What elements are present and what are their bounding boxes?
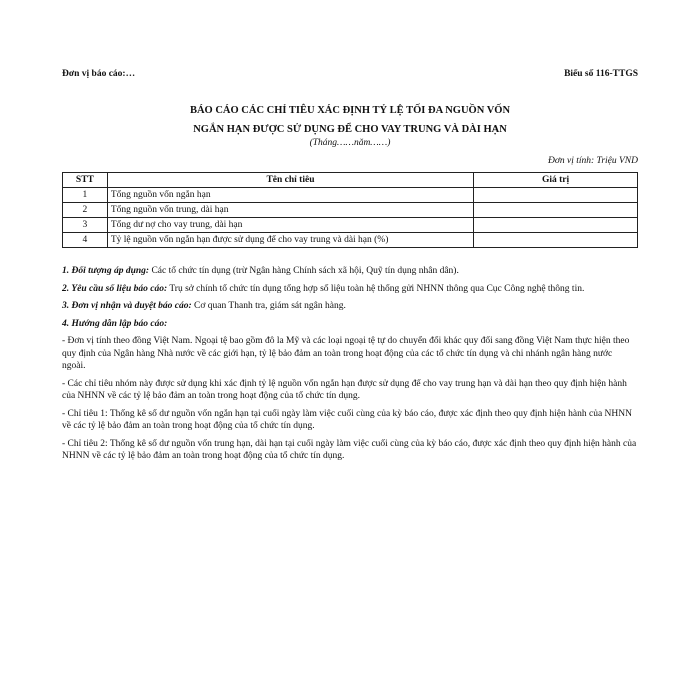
guidance-paragraph: - Chỉ tiêu 2: Thống kê số dư nguồn vốn trung hạn, dài hạn tại cuối ngày làm việc cuối cùng của kỳ báo cáo, được xác định theo quy định hiện hành của NHNN về các tỷ lệ bảo đảm an toàn trong hoạt động của tổ chức tín dụng.	[62, 438, 637, 461]
row-value	[474, 233, 638, 248]
row-stt: 3	[63, 218, 108, 233]
table-row	[63, 203, 638, 218]
header-value: Giá trị	[474, 173, 638, 188]
note-text: Các tổ chức tín dụng (trừ Ngân hàng Chính sách xã hội, Quỹ tín dụng nhân dân).	[149, 266, 459, 276]
report-period: (Tháng……năm……)	[309, 138, 391, 148]
reporting-unit-label: Đơn vị báo cáo:…	[62, 69, 136, 79]
guidance-paragraph: - Đơn vị tính theo đồng Việt Nam. Ngoại tệ bao gồm đô la Mỹ và các loại ngoại tệ tự do chuyển đổi khác quy đổi sang đồng Việt Nam thực hiện theo quy định của Ngân hàng Nhà nước về các giới hạn, tỷ lệ bảo đảm an toàn trong hoạt động của các tổ chức tín dụng và chi nhánh ngân hàng nước ngoài.	[62, 336, 630, 371]
note-guidance-heading	[62, 318, 638, 331]
header-name: Tên chỉ tiêu	[107, 173, 473, 188]
row-value	[474, 188, 638, 203]
title-line-2: NGẮN HẠN ĐƯỢC SỬ DỤNG ĐỂ CHO VAY TRUNG VÀ DÀI HẠN	[193, 124, 507, 135]
notes-section	[62, 265, 638, 468]
row-value	[474, 218, 638, 233]
guidance-paragraph: - Các chỉ tiêu nhóm này được sử dụng khi xác định tỷ lệ nguồn vốn ngắn hạn được sử dụng để cho vay trung hạn và dài hạn theo quy định hiện hành của NHNN về các tỷ lệ bảo đảm an toàn trong hoạt động của tổ chức tín dụng.	[62, 378, 627, 401]
row-name: Tổng nguồn vốn trung, dài hạn	[107, 203, 473, 218]
indicator-table	[62, 172, 638, 248]
note-applicability	[62, 265, 638, 278]
report-title	[62, 101, 638, 139]
unit-note: Đơn vị tính: Triệu VND	[547, 156, 638, 166]
note-text: Trụ sở chính tổ chức tín dụng tổng hợp số liệu toàn hệ thống gửi NHNN thông qua Cục Công nghệ thông tin.	[167, 283, 585, 294]
table-row	[63, 188, 638, 203]
row-name: Tỷ lệ nguồn vốn ngắn hạn được sử dụng để cho vay trung và dài hạn (%)	[107, 233, 473, 248]
table-row	[63, 218, 638, 233]
note-recipient	[62, 300, 638, 313]
row-name: Tổng nguồn vốn ngắn hạn	[107, 188, 473, 203]
table-header-row	[63, 173, 638, 188]
note-heading: 1. Đối tượng áp dụng:	[62, 266, 150, 276]
form-code: Biểu số 116-TTGS	[564, 69, 638, 79]
note-heading: 3. Đơn vị nhận và duyệt báo cáo:	[62, 301, 192, 311]
note-data-requirement	[62, 283, 638, 296]
row-stt: 4	[63, 233, 108, 248]
table-row	[63, 233, 638, 248]
title-line-1: BÁO CÁO CÁC CHỈ TIÊU XÁC ĐỊNH TỶ LỆ TỐI ĐA NGUỒN VỐN	[189, 105, 511, 116]
row-stt: 1	[63, 188, 108, 203]
row-name: Tổng dư nợ cho vay trung, dài hạn	[107, 218, 473, 233]
guidance-paragraph: - Chỉ tiêu 1: Thống kê số dư nguồn vốn ngắn hạn tại cuối ngày làm việc cuối cùng của kỳ báo cáo, được xác định theo quy định hiện hành của NHNN về các tỷ lệ bảo đảm an toàn trong hoạt động của tổ chức tín dụng.	[62, 408, 632, 431]
note-heading: 2. Yêu cầu số liệu báo cáo:	[62, 283, 168, 294]
note-text: Cơ quan Thanh tra, giám sát ngân hàng.	[191, 301, 346, 311]
row-stt: 2	[63, 203, 108, 218]
row-value	[474, 203, 638, 218]
header-stt: STT	[63, 173, 108, 188]
note-heading: 4. Hướng dẫn lập báo cáo:	[62, 318, 168, 329]
